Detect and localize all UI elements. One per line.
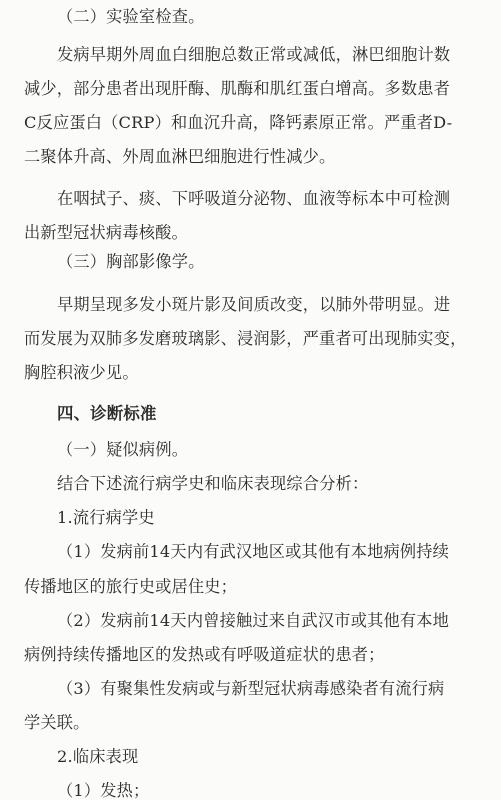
- list-item-line: （2）发病前14天内曾接触过来自武汉市或其他有本地: [57, 610, 450, 630]
- main-heading-diagnostic-criteria: 四、诊断标准: [57, 404, 157, 424]
- paragraph-line: 胸腔积液少见。: [24, 363, 139, 383]
- paragraph-line: 在咽拭子、痰、下呼吸道分泌物、血液等标本中可检测: [57, 189, 451, 209]
- section-heading-lab-tests: （二）实验室检查。: [57, 7, 205, 26]
- section-heading-imaging: （三）胸部影像学。: [57, 251, 205, 271]
- paragraph-line: 出新型冠状病毒核酸。: [24, 223, 188, 243]
- subheading-clinical-manifestations: 2.临床表现: [57, 746, 139, 766]
- list-item-line: 传播地区的旅行史或居住史；: [24, 576, 238, 596]
- paragraph-line: 发病早期外周血白细胞总数正常或减低，淋巴细胞计数: [57, 44, 451, 64]
- paragraph-line: 二聚体升高、外周血淋巴细胞进行性减少。: [24, 146, 336, 166]
- subheading-suspected-case: （一）疑似病例。: [57, 440, 189, 460]
- list-item-line: 学关联。: [24, 712, 90, 732]
- paragraph-line: 早期呈现多发小斑片影及间质改变，以肺外带明显。进: [57, 294, 451, 314]
- paragraph-line: 而发展为双肺多发磨玻璃影、浸润影，严重者可出现肺实变，: [24, 329, 467, 348]
- list-item-line: （1）发热；: [57, 781, 150, 800]
- list-item-line: （1）发病前14天内有武汉地区或其他有本地病例持续: [57, 542, 450, 562]
- list-item-line: （3）有聚集性发病或与新型冠状病毒感染者有流行病: [57, 678, 445, 698]
- subheading-epidemiology: 1.流行病学史: [57, 508, 155, 528]
- paragraph-line: 减少，部分患者出现肝酶、肌酶和肌红蛋白增高。多数患者: [24, 78, 451, 98]
- paragraph-line: C反应蛋白（CRP）和血沉升高，降钙素原正常。严重者D-: [24, 112, 453, 132]
- list-item-line: 病例持续传播地区的发热或有呼吸道症状的患者；: [24, 644, 385, 664]
- paragraph-line: 结合下述流行病学史和临床表现综合分析：: [57, 474, 369, 494]
